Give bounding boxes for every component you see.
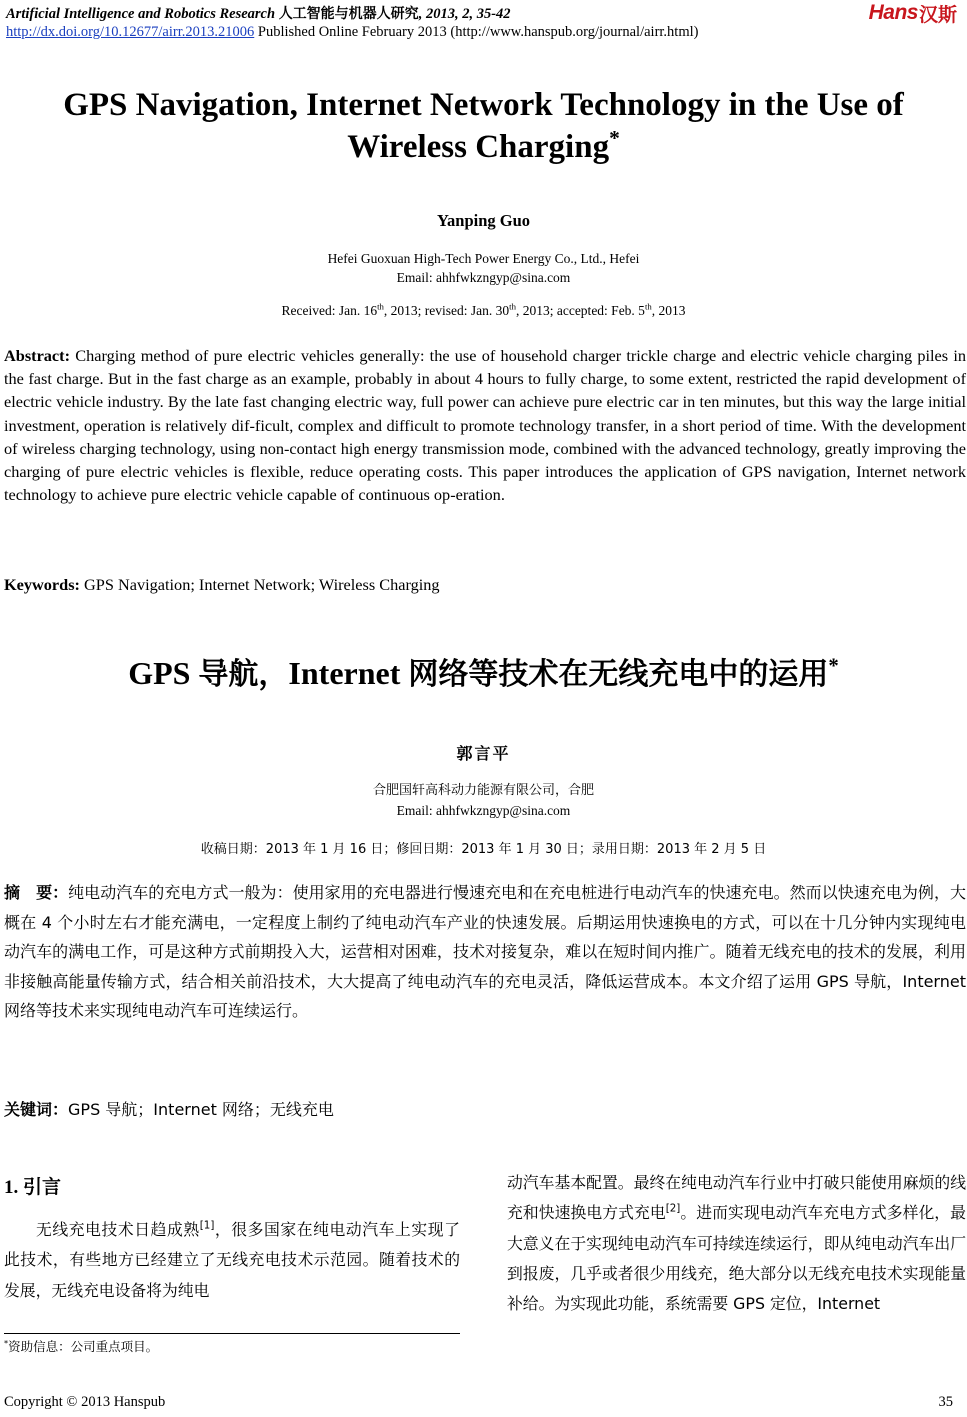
- keywords-en-text: GPS Navigation; Internet Network; Wireless Charging: [84, 575, 440, 594]
- received-text: Received: Jan. 16: [281, 303, 378, 318]
- footnote-divider: [4, 1333, 460, 1334]
- keywords-en-label: Keywords:: [4, 575, 80, 594]
- paper-title-cn: [0, 649, 967, 693]
- affiliation-en: Hefei Guoxuan High-Tech Power Energy Co., Ltd., Hefei: [327, 251, 640, 266]
- keywords-cn-label: 关键词：: [4, 1100, 69, 1119]
- abstract-cn-text: 纯电动汽车的充电方式一般为：使用家用的充电器进行慢速充电和在充电桩进行电动汽车的快速充电。然而以快速充电为例，大概在 4 个小时左右才能充满电，一定程度上制约了纯电动汽车产业的快速发展。后期运用快速换电的方式，可以在十几分钟内实现纯电动汽车的满电工作，可是这种方式前期投入大，运营相对困难，技术对接复杂，难以在短时间内推广。随着无线充电的技术的发展，利用非接触高能量传输方式，结合相关前沿技术，大大提高了纯电动汽车的充电灵活，降低运营成本。本文介绍了运用 GPS 导航，Internet 网络等技术来实现纯电动汽车可连续运行。: [4, 883, 966, 1020]
- keywords-cn: [4, 1097, 334, 1120]
- body-text: 动汽车基本配置。最终在纯电动汽车行业中打破只能使用麻烦的线充和快速换电方式充电: [507, 1173, 966, 1223]
- ordinal-suffix: th: [644, 301, 652, 312]
- publication-line: [6, 24, 698, 41]
- affiliation-cn-block: [0, 781, 967, 821]
- email-en: Email: ahhfwkzngyp@sina.com: [396, 270, 571, 285]
- keywords-cn-text: GPS 导航；Internet 网络；无线充电: [68, 1100, 334, 1119]
- title-cn-gps: GPS: [128, 655, 191, 691]
- citation-ref[interactable]: [2]: [665, 1203, 681, 1216]
- journal-header: [6, 3, 511, 23]
- body-text: 无线充电技术日趋成熟: [36, 1220, 200, 1239]
- affiliation-en-block: [0, 249, 967, 287]
- affiliation-cn: 合肥国轩高科动力能源有限公司，合肥: [372, 783, 594, 798]
- paper-title-en: [10, 84, 957, 168]
- title-cn-part: 导航，: [198, 657, 289, 692]
- author-en: Yanping Guo: [436, 211, 531, 230]
- title-cn-part: 网络等技术在无线充电中的运用: [408, 657, 829, 692]
- journal-name-cn: 人工智能与机器人研究: [278, 6, 419, 22]
- ordinal-suffix: th: [509, 301, 516, 312]
- footnote-text: 资助信息：公司重点项目。: [8, 1339, 159, 1354]
- abstract-en: [4, 344, 966, 506]
- body-text: ，很多国家在纯电动汽车上实现了此技术，有些地方已经建立了无线充电技术示范园。随着技术的发展，无线充电设备将为纯电: [4, 1220, 460, 1300]
- received-dates-cn: [0, 838, 967, 857]
- body-text: 。进而实现电动汽车充电方式多样化，最大意义在于实现纯电动汽车可持续连续运行，即从纯电动汽车出厂到报废，几乎或者很少用线充，绝大部分以无线充电技术实现能量补给。为实现此功能，系统需要 GPS 定位，Internet: [507, 1203, 966, 1314]
- section-title: 引言: [23, 1176, 62, 1198]
- title-cn-internet: Internet: [288, 655, 401, 691]
- received-cn-text: 收稿日期：2013 年 1 月 16 日；修回日期：2013 年 1 月 30 日；录用日期：2013 年 2 月 5 日: [200, 842, 767, 857]
- body-column-left: [4, 1215, 460, 1306]
- ordinal-suffix: th: [377, 301, 384, 312]
- published-online: Published Online February 2013 (http://www.hanspub.org/journal/airr.html): [257, 24, 699, 40]
- abstract-en-label: Abstract:: [4, 346, 71, 365]
- section-heading: [4, 1172, 61, 1199]
- year-text: , 2013: [651, 303, 686, 318]
- journal-name-en: Artificial Intelligence and Robotics Research: [6, 6, 276, 22]
- section-number: 1.: [4, 1177, 19, 1198]
- abstract-cn-label: 摘 要：: [4, 883, 69, 902]
- logo-hans-cn-text: 汉斯: [918, 3, 957, 26]
- logo-hans-text: Hans: [868, 1, 918, 24]
- page-number: 35: [938, 1394, 953, 1410]
- abstract-en-text: Charging method of pure electric vehicles generally: the use of household charger trickle charge and electric vehicle charging piles in the fast charge. But in the fast charge as an example, probably in about 4 hours to fully charge, to some extent, restricted the rapid development of electric vehicle industry. By the late fast changing electric way, full power can achieve pure electric car in ten minutes, but this way the large initial investment, operation is relatively dif-ficult, complex and difficult to promote technology transfer, in a short period of time. With the development of wireless charging technology, using non-contact high energy transmission mode, combined with the advanced technology, greatly improving the charging of pure electric vehicles is flexible, reduce operating costs. This paper introduces the application of GPS navigation, Internet network technology to achieve pure electric vehicle capable of continuous op-eration.: [4, 346, 966, 505]
- accepted-text: , 2013; accepted: Feb. 5: [515, 303, 645, 318]
- abstract-cn: [4, 878, 966, 1026]
- journal-citation: , 2013, 2, 35-42: [418, 6, 511, 22]
- revised-text: , 2013; revised: Jan. 30: [383, 303, 510, 318]
- email-cn: Email: ahhfwkzngyp@sina.com: [396, 803, 571, 818]
- footnote-mark: *: [4, 1337, 9, 1348]
- publisher-logo: [869, 2, 957, 24]
- paper-title-en-text: GPS Navigation, Internet Network Technology in the Use of Wireless Charging: [63, 87, 904, 165]
- title-footnote-mark: *: [609, 126, 620, 150]
- received-dates-en: [0, 303, 967, 319]
- author-cn: 郭言平: [456, 744, 511, 763]
- body-column-right: [507, 1168, 966, 1319]
- copyright: Copyright © 2013 Hanspub: [4, 1394, 166, 1410]
- citation-ref[interactable]: [1]: [199, 1219, 215, 1232]
- title-cn-footnote-mark: *: [828, 654, 839, 678]
- footnote: [4, 1337, 158, 1355]
- keywords-en: [4, 575, 440, 595]
- doi-link[interactable]: http://dx.doi.org/10.12677/airr.2013.21006: [6, 24, 255, 40]
